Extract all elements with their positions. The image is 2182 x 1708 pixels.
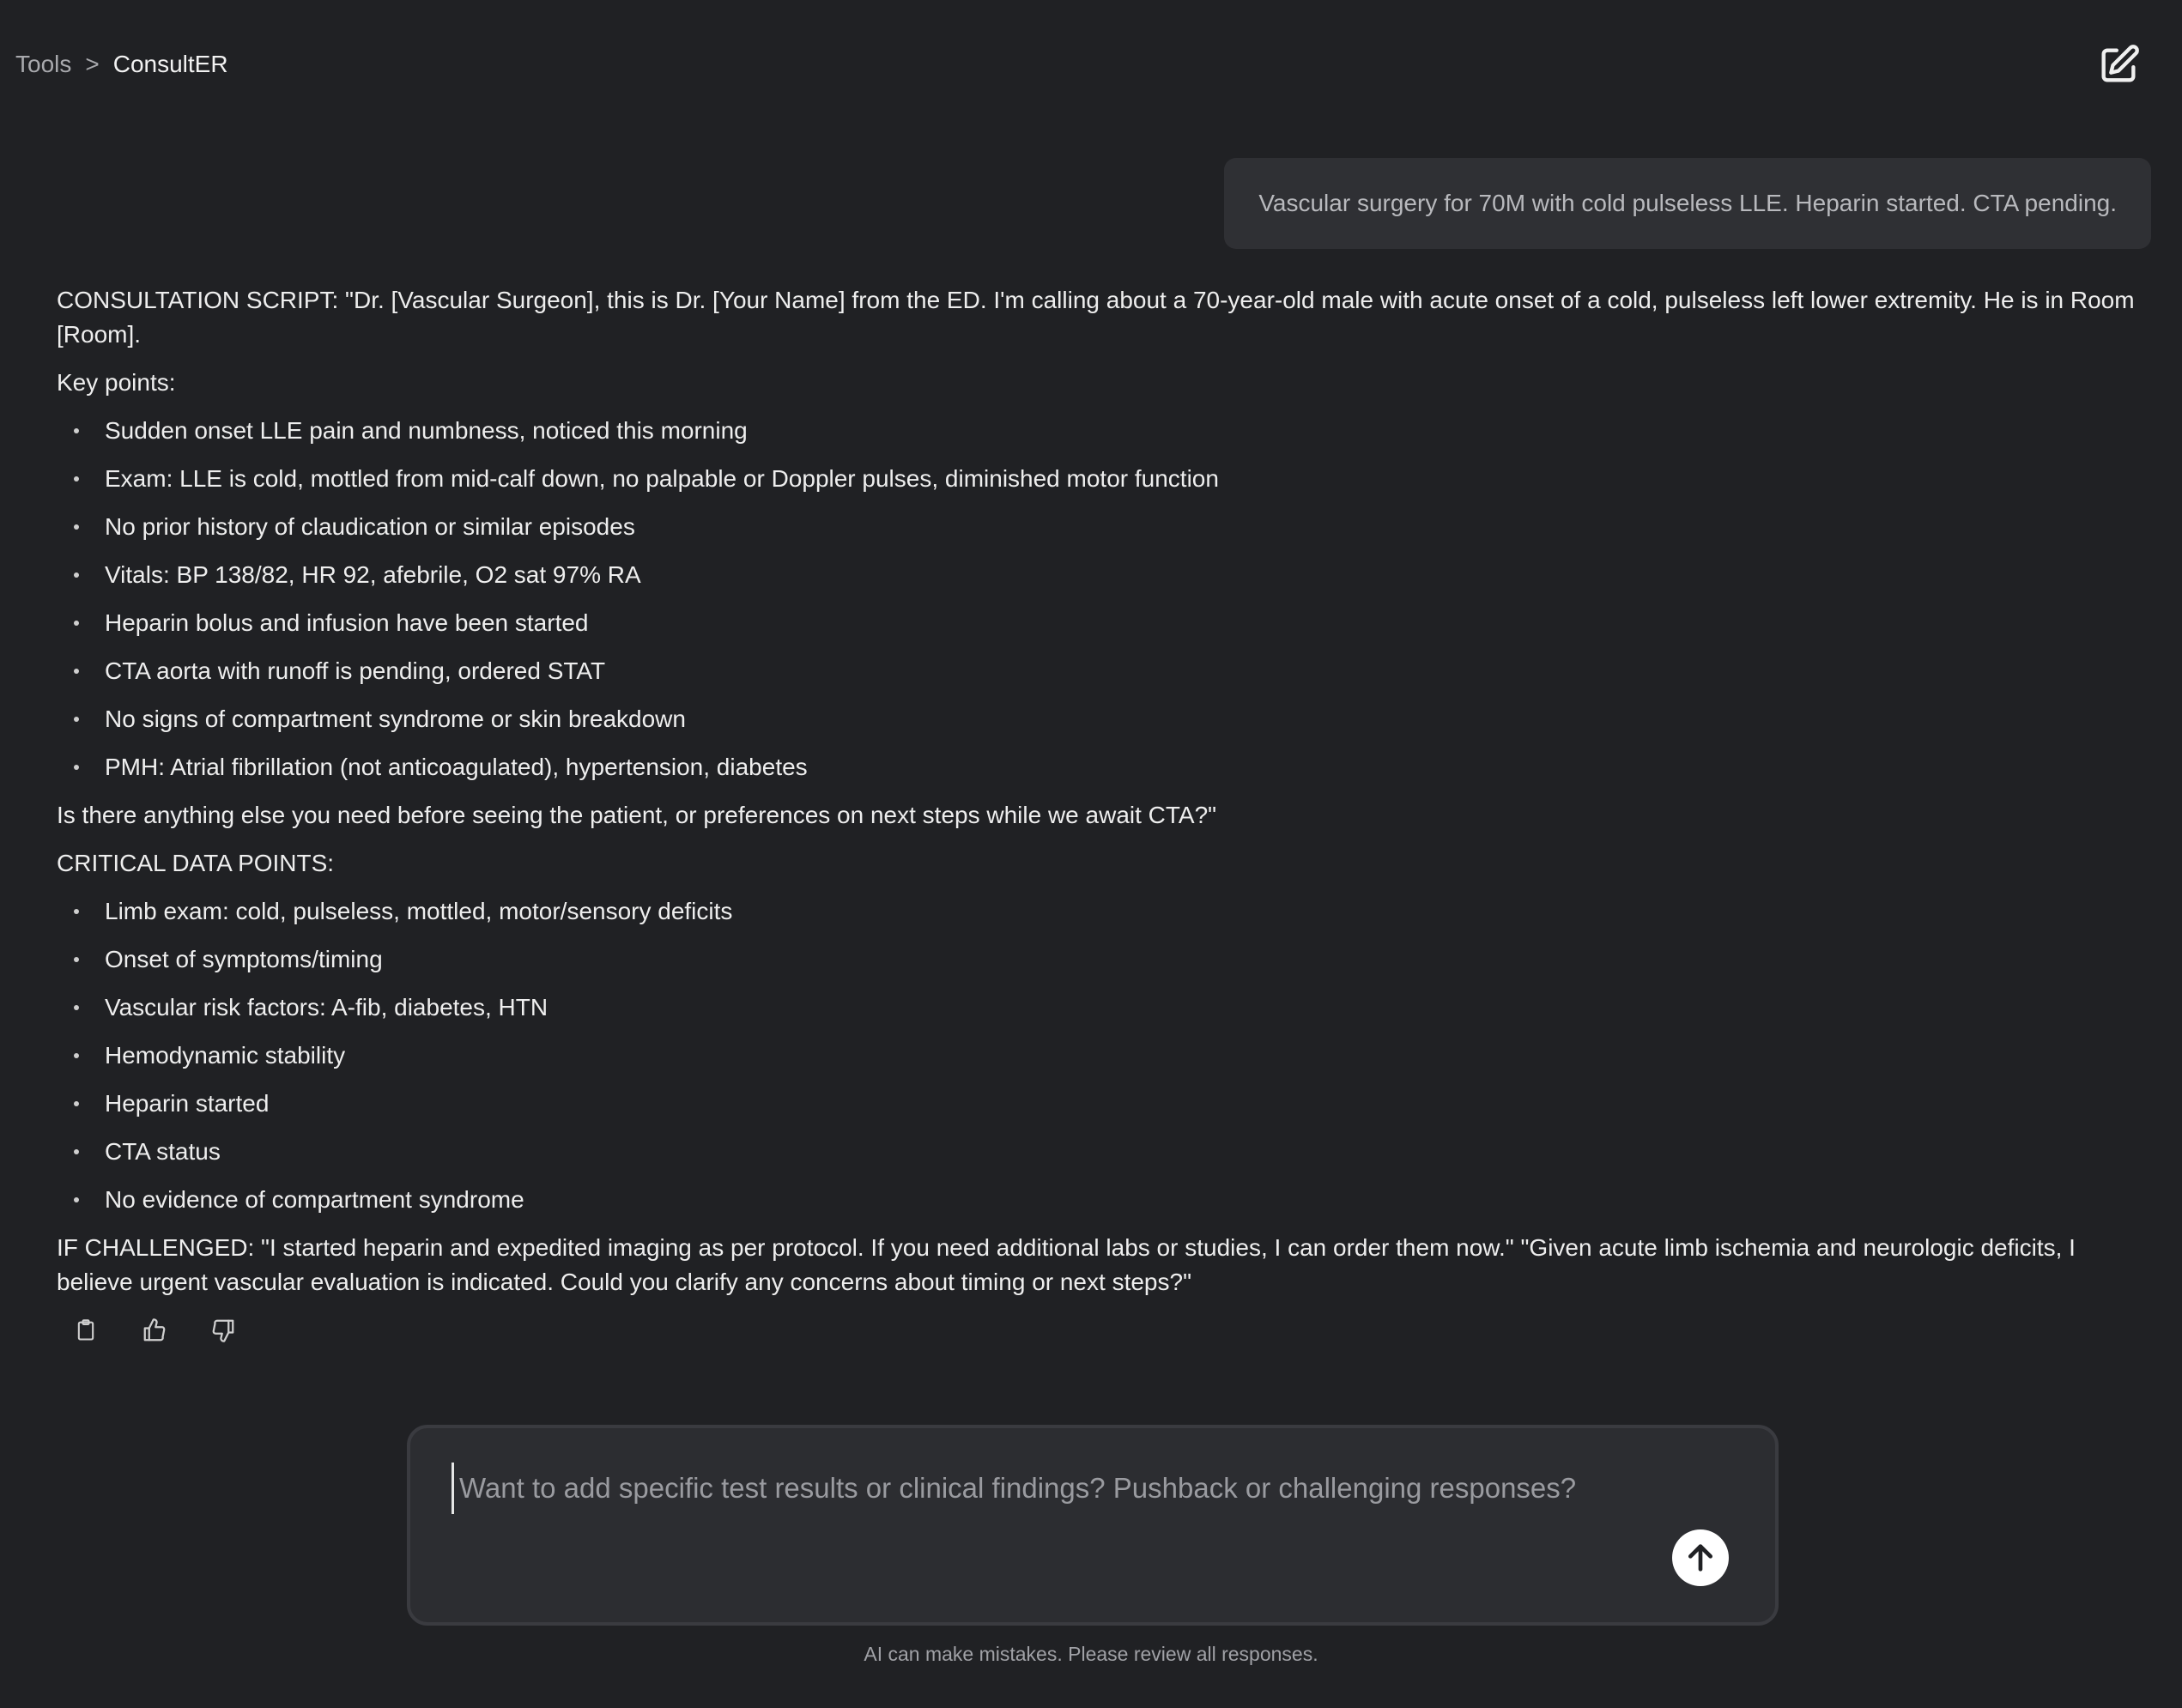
list-item: PMH: Atrial fibrillation (not anticoagulated), hypertension, diabetes xyxy=(57,750,2143,784)
copy-button[interactable] xyxy=(69,1313,103,1348)
list-item: No evidence of compartment syndrome xyxy=(57,1183,2143,1217)
new-chat-button[interactable] xyxy=(2093,39,2144,91)
if-challenged-text: IF CHALLENGED: "I started heparin and expedited imaging as per protocol. If you need additional labs or studies, I can order them now." "Given acute limb ischemia and neurologic deficits, I believe urgent vascular evaluation is indicated. Could you clarify any concerns about timing or next steps?" xyxy=(57,1234,2076,1295)
list-item: Exam: LLE is cold, mottled from mid-calf down, no palpable or Doppler pulses, diminished motor function xyxy=(57,462,2143,496)
closing-question: Is there anything else you need before seeing the patient, or preferences on next steps while we await CTA?" xyxy=(57,802,1217,828)
list-item: No prior history of claudication or similar episodes xyxy=(57,510,2143,544)
breadcrumb-separator: > xyxy=(85,51,100,77)
list-item: CTA aorta with runoff is pending, ordered STAT xyxy=(57,654,2143,688)
list-item: Onset of symptoms/timing xyxy=(57,942,2143,977)
list-item: Heparin started xyxy=(57,1087,2143,1121)
user-message-bubble xyxy=(1224,158,2151,249)
list-item: Vitals: BP 138/82, HR 92, afebrile, O2 sat 97% RA xyxy=(57,558,2143,592)
breadcrumb xyxy=(15,50,228,79)
thumbs-up-button[interactable] xyxy=(137,1313,172,1348)
message-input[interactable] xyxy=(452,1463,1670,1514)
thumbs-down-icon xyxy=(210,1317,236,1343)
list-item: Limb exam: cold, pulseless, mottled, motor/sensory deficits xyxy=(57,894,2143,929)
breadcrumb-current-page: ConsultER xyxy=(112,51,228,77)
assistant-response xyxy=(57,283,2143,1313)
response-actions xyxy=(69,1313,240,1348)
key-points-heading: Key points: xyxy=(57,369,176,396)
breadcrumb-tools-link[interactable]: Tools xyxy=(15,51,72,77)
clipboard-icon xyxy=(74,1318,98,1342)
list-item: Heparin bolus and infusion have been started xyxy=(57,606,2143,640)
critical-data-heading: CRITICAL DATA POINTS: xyxy=(57,850,335,876)
top-bar xyxy=(0,0,2182,129)
key-points-list xyxy=(57,414,2143,784)
disclaimer-text: AI can make mistakes. Please review all responses. xyxy=(864,1643,1318,1665)
user-message-text: Vascular surgery for 70M with cold pulseless LLE. Heparin started. CTA pending. xyxy=(1258,190,2117,216)
thumbs-up-icon xyxy=(142,1317,167,1343)
send-button[interactable] xyxy=(1672,1529,1729,1586)
list-item: Hemodynamic stability xyxy=(57,1039,2143,1073)
list-item: Sudden onset LLE pain and numbness, noticed this morning xyxy=(57,414,2143,448)
list-item: CTA status xyxy=(57,1135,2143,1169)
arrow-up-icon xyxy=(1683,1541,1718,1575)
consultation-script-intro: CONSULTATION SCRIPT: "Dr. [Vascular Surgeon], this is Dr. [Your Name] from the ED. I'm calling about a 70-year-old male with acute onset of a cold, pulseless left lower extremity. He is in Room [Room]. xyxy=(57,287,2135,348)
list-item: No signs of compartment syndrome or skin breakdown xyxy=(57,702,2143,736)
edit-square-icon xyxy=(2096,43,2141,88)
critical-data-list xyxy=(57,894,2143,1217)
message-composer xyxy=(407,1425,1779,1626)
thumbs-down-button[interactable] xyxy=(206,1313,240,1348)
list-item: Vascular risk factors: A-fib, diabetes, HTN xyxy=(57,990,2143,1025)
